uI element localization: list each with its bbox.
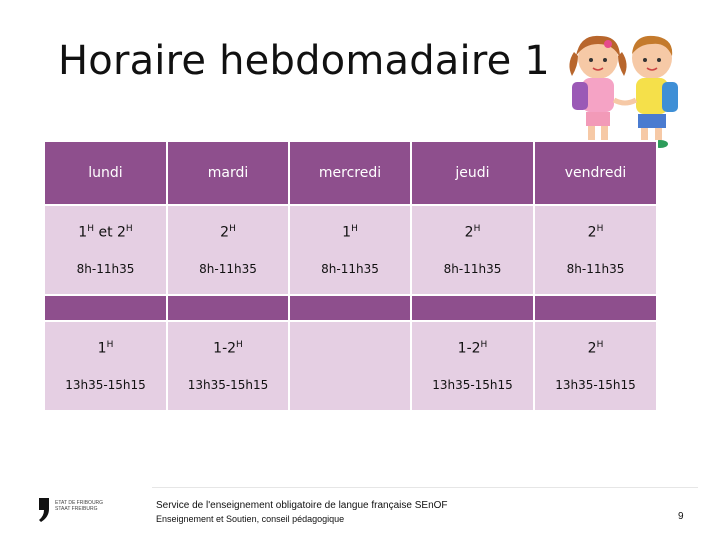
morning-cell-jeudi: [411, 205, 534, 295]
afternoon-cell-jeudi: [411, 321, 534, 411]
morning-cell-lundi: [44, 205, 167, 295]
weekly-schedule-table: [43, 140, 658, 412]
morning-cell-mercredi: [289, 205, 411, 295]
fribourg-comma-logo-icon: [36, 497, 52, 523]
level-label: $1-2^H$: [457, 339, 488, 357]
children-illustration: [562, 30, 688, 152]
day-header-jeudi: jeudi: [411, 141, 534, 205]
page-title: Horaire hebdomadaire 1: [58, 38, 550, 84]
afternoon-cell-lundi: [44, 321, 167, 411]
time-label: 8h-11h35: [443, 262, 502, 277]
level-label: $2^H$: [464, 223, 481, 241]
time-label: 13h35-15h15: [555, 378, 636, 393]
footer-department-line: Enseignement et Soutien, conseil pédagogique: [156, 514, 345, 524]
level-label: $2^H$: [587, 339, 604, 357]
time-label: 8h-11h35: [321, 262, 379, 277]
page-number: 9: [678, 511, 684, 522]
girl-figure: [569, 36, 626, 148]
footer-divider: [152, 487, 698, 488]
level-label: $1^H$ et $2^H$: [78, 223, 133, 241]
day-header-vendredi: vendredi: [534, 141, 657, 205]
separator-cell: [534, 295, 657, 321]
footer-service-line: Service de l'enseignement obligatoire de langue française SEnOF: [156, 500, 448, 511]
morning-cell-vendredi: [534, 205, 657, 295]
boy-figure: [632, 36, 678, 148]
lunch-separator-row: [44, 295, 657, 321]
time-label: 8h-11h35: [566, 262, 625, 277]
separator-cell: [411, 295, 534, 321]
time-label: 8h-11h35: [199, 262, 257, 277]
afternoon-row: [44, 321, 657, 411]
afternoon-cell-mercredi: [289, 321, 411, 411]
separator-cell: [167, 295, 289, 321]
day-header-mardi: mardi: [167, 141, 289, 205]
separator-cell: [289, 295, 411, 321]
time-label: 13h35-15h15: [187, 378, 269, 393]
separator-cell: [44, 295, 167, 321]
time-label: 13h35-15h15: [432, 378, 513, 393]
afternoon-cell-vendredi: [534, 321, 657, 411]
time-label: 13h35-15h15: [65, 378, 146, 393]
level-label: $1-2^H$: [213, 339, 243, 357]
level-label: $1^H$: [342, 223, 358, 241]
morning-cell-mardi: [167, 205, 289, 295]
logo-text: ETAT DE FRIBOURG STAAT FREIBURG: [55, 500, 104, 512]
afternoon-cell-mardi: [167, 321, 289, 411]
day-header-mercredi: mercredi: [289, 141, 411, 205]
day-header-lundi: lundi: [44, 141, 167, 205]
header-row: [44, 141, 657, 205]
level-label: $2^H$: [220, 223, 236, 241]
level-label: $1^H$: [97, 339, 114, 357]
time-label: 8h-11h35: [76, 262, 135, 277]
level-label: $2^H$: [587, 223, 604, 241]
morning-row: [44, 205, 657, 295]
